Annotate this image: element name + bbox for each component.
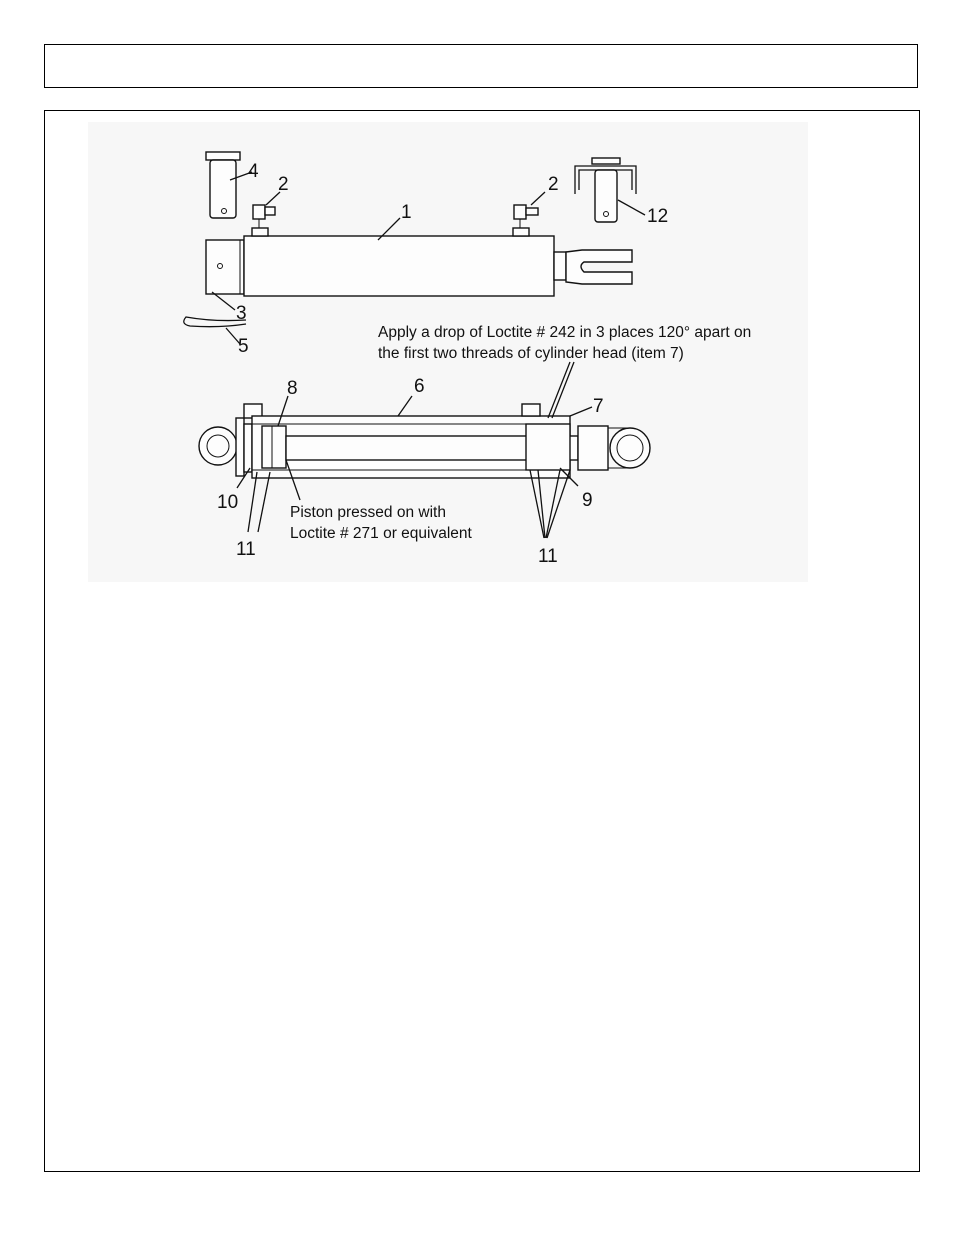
- pin-item-4: [206, 152, 240, 218]
- label-7: 7: [593, 396, 604, 417]
- note-piston-line1: Piston pressed on with: [290, 504, 446, 521]
- label-2-right: 2: [548, 174, 559, 195]
- label-12: 12: [647, 206, 669, 227]
- note-piston-line2: Loctite # 271 or equivalent: [290, 525, 472, 542]
- label-9: 9: [582, 490, 593, 511]
- label-4: 4: [248, 161, 259, 182]
- label-8: 8: [287, 378, 298, 399]
- label-11-left: 11: [236, 539, 256, 560]
- label-3: 3: [236, 303, 247, 324]
- label-2-left: 2: [278, 174, 289, 195]
- label-6: 6: [414, 376, 425, 397]
- label-10: 10: [217, 492, 239, 513]
- label-1: 1: [401, 202, 412, 223]
- label-11-right: 11: [538, 546, 558, 567]
- clevis-pin-item-12: [575, 158, 636, 222]
- label-5: 5: [238, 336, 249, 357]
- note-loctite-242-line2: the first two threads of cylinder head (item 7): [378, 345, 684, 362]
- cylinder-body-item-1: [206, 228, 632, 296]
- cylinder-section-item-6: [199, 404, 650, 478]
- note-loctite-242-line1: Apply a drop of Loctite # 242 in 3 places 120° apart on: [378, 324, 752, 341]
